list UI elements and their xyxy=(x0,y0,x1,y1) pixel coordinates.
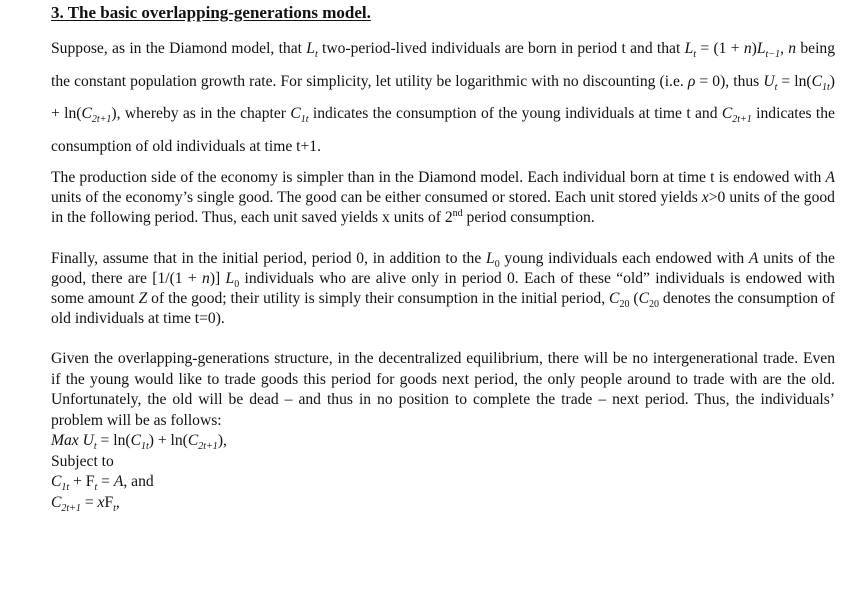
subject-to-label: Subject to xyxy=(51,452,114,470)
objective-equation: Max $U_t = \ln(C_{1t}) + \ln(C_{2t+1})$, xyxy=(51,432,227,453)
paragraph-initial-period: Finally, assume that in the initial period, period 0, in addition to the $L_0$ young individuals each endowed with A units of the good, there are [1/(1 + n)] $L_0$ individuals who are alive only in period 0. Each of these “old” individuals is endowed with some amount Z of the good; their utility is simply their consumption in the initial period, $C_{20}$ ($C_{20}$ denotes the consumption of old individuals at time t=0). xyxy=(51,250,835,327)
constraint-young: $C_{1t} + F_t = A$, and xyxy=(51,473,154,494)
paragraph-setup: Suppose, as in the Diamond model, that $L_t$ two-period-lived individuals are born in period t and that $L_t = (1 + n)L_{t-1}$, n being the constant population growth rate. For simplicity, let utility be logarithmic with no discounting (i.e. ρ = 0), thus $U_t = \ln(C_{1t}) + \ln(C_{2t+1})$, whereby as in the chapter $C_{1t}$ indicates the consumption of the young individuals at time t and $C_{2t+1}$ indicates the consumption of old individuals at time t+1. xyxy=(51,40,836,155)
document-page xyxy=(51,2,835,513)
constraint-old: $C_{2t+1} = xF_t$, xyxy=(51,493,120,514)
section-heading: 3. The basic overlapping-generations model. xyxy=(51,3,371,22)
paragraph-equilibrium: Given the overlapping-generations structure, in the decentralized equilibrium, there will be no intergenerational trade. Even if the young would like to trade goods this period for goods next period, the only people around to trade with are the old. Unfortunately, the old will be dead – and thus in no position to complete the trade – next period. Thus, the individuals’ problem will be as follows: xyxy=(51,350,835,429)
paragraph-production: The production side of the economy is simpler than in the Diamond model. Each individual born at time t is endowed with A units of the economy’s single good. The good can be either consumed or stored. Each unit stored yields x>0 units of the good in the following period. Thus, each unit saved yields x units of 2nd period consumption. xyxy=(51,169,835,226)
